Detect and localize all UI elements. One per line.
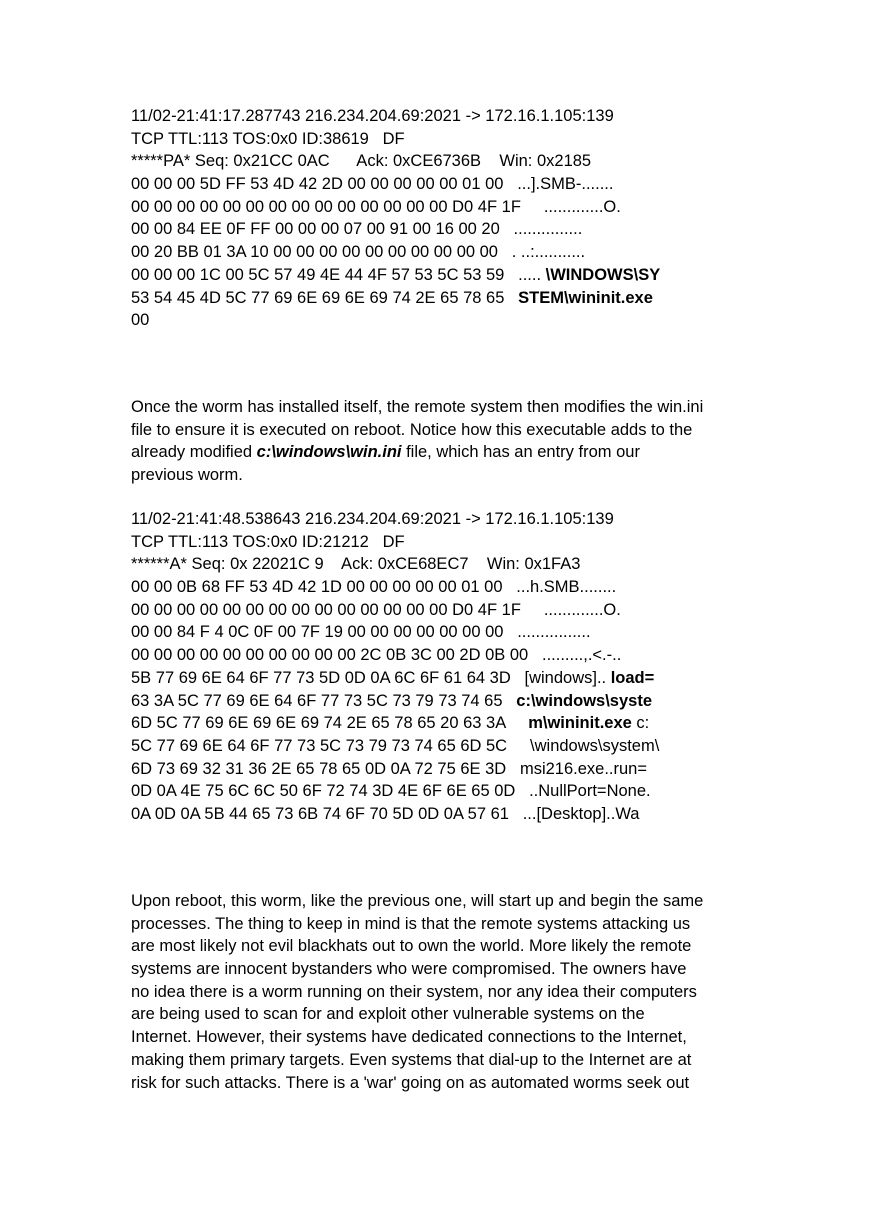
paragraph-2 — [131, 890, 751, 1094]
hex-row: 00 — [131, 311, 150, 330]
packet-timestamp-line: 11/02-21:41:17.287743 216.234.204.69:2021 -> 172.16.1.105:139 — [131, 107, 614, 125]
hex-row: 00 00 00 5D FF 53 4D 42 2D 00 00 00 00 00 01 00 ...].SMB-....... — [131, 175, 614, 194]
hex-row: 00 00 0B 68 FF 53 4D 42 1D 00 00 00 00 00 01 00 ...h.SMB........ — [131, 578, 617, 597]
packet-timestamp-line: 11/02-21:41:48.538643 216.234.204.69:2021 -> 172.16.1.105:139 — [131, 510, 614, 528]
paragraph-line: previous worm. — [131, 466, 243, 485]
hex-row: 00 00 00 00 00 00 00 00 00 00 2C 0B 3C 00 2D 0B 00 .........,.<.-.. — [131, 646, 622, 665]
paragraph-line: Once the worm has installed itself, the remote system then modifies the win.ini — [131, 398, 704, 416]
hex-row: 53 54 45 4D 5C 77 69 6E 69 6E 69 74 2E 65 78 65 STEM\wininit.exe — [131, 288, 653, 307]
hex-row: 00 00 84 EE 0F FF 00 00 00 07 00 91 00 16 00 20 ............... — [131, 220, 583, 239]
file-path-emphasis: c:\windows\win.ini — [256, 443, 402, 462]
hex-row: 00 00 84 F 4 0C 0F 00 7F 19 00 00 00 00 00 00 00 ................ — [131, 623, 591, 642]
hex-row: 0D 0A 4E 75 6C 6C 50 6F 72 74 3D 4E 6F 6E 65 0D ..NullPort=None. — [131, 782, 651, 801]
packet-dump-1 — [131, 105, 751, 332]
packet-flags-line: ******A* Seq: 0x 22021C 9 Ack: 0xCE68EC7 Win: 0x1FA3 — [131, 555, 581, 574]
paragraph-line: are being used to scan for and exploit other vulnerable systems on the — [131, 1005, 645, 1024]
hex-row: 5C 77 69 6E 64 6F 77 73 5C 73 79 73 74 65 6D 5C \windows\system\ — [131, 736, 660, 755]
packet-tcp-line: TCP TTL:113 TOS:0x0 ID:21212 DF — [131, 532, 405, 551]
hex-row: 00 00 00 1C 00 5C 57 49 4E 44 4F 57 53 5C 53 59 ..... \WINDOWS\SY — [131, 265, 661, 284]
hex-row: 6D 73 69 32 31 36 2E 65 78 65 0D 0A 72 75 6E 3D msi216.exe..run= — [131, 759, 647, 778]
paragraph-line: systems are innocent bystanders who were compromised. The owners have — [131, 960, 687, 979]
hex-row: 63 3A 5C 77 69 6E 64 6F 77 73 5C 73 79 73 74 65 c:\windows\syste — [131, 691, 653, 710]
paragraph-line: Internet. However, their systems have dedicated connections to the Internet, — [131, 1028, 687, 1047]
paragraph-1 — [131, 396, 751, 487]
paragraph-line: risk for such attacks. There is a 'war' going on as automated worms seek out — [131, 1073, 690, 1092]
hex-row: 5B 77 69 6E 64 6F 77 73 5D 0D 0A 6C 6F 61 64 3D [windows].. load= — [131, 668, 655, 687]
packet-tcp-line: TCP TTL:113 TOS:0x0 ID:38619 DF — [131, 129, 405, 148]
hex-row: 00 20 BB 01 3A 10 00 00 00 00 00 00 00 00 00 00 . ..:........... — [131, 243, 586, 262]
paragraph-line: file to ensure it is executed on reboot. Notice how this executable adds to the — [131, 420, 693, 439]
packet-dump-2 — [131, 508, 751, 826]
paragraph-line: already modified c:\windows\win.ini file, which has an entry from our — [131, 443, 640, 462]
hex-row: 0A 0D 0A 5B 44 65 73 6B 74 6F 70 5D 0D 0A 57 61 ...[Desktop]..Wa — [131, 804, 640, 823]
paragraph-line: are most likely not evil blackhats out to own the world. More likely the remote — [131, 937, 692, 956]
hex-row: 6D 5C 77 69 6E 69 6E 69 74 2E 65 78 65 20 63 3A m\wininit.exe c: — [131, 714, 650, 733]
packet-flags-line: *****PA* Seq: 0x21CC 0AC Ack: 0xCE6736B Win: 0x2185 — [131, 152, 592, 171]
paragraph-line: Upon reboot, this worm, like the previous one, will start up and begin the same — [131, 892, 704, 910]
paragraph-line: processes. The thing to keep in mind is that the remote systems attacking us — [131, 914, 691, 933]
hex-row: 00 00 00 00 00 00 00 00 00 00 00 00 00 00 D0 4F 1F .............O. — [131, 600, 621, 619]
hex-row: 00 00 00 00 00 00 00 00 00 00 00 00 00 00 D0 4F 1F .............O. — [131, 197, 621, 216]
paragraph-line: no idea there is a worm running on their system, nor any idea their computers — [131, 982, 697, 1001]
paragraph-line: making them primary targets. Even systems that dial-up to the Internet are at — [131, 1050, 692, 1069]
